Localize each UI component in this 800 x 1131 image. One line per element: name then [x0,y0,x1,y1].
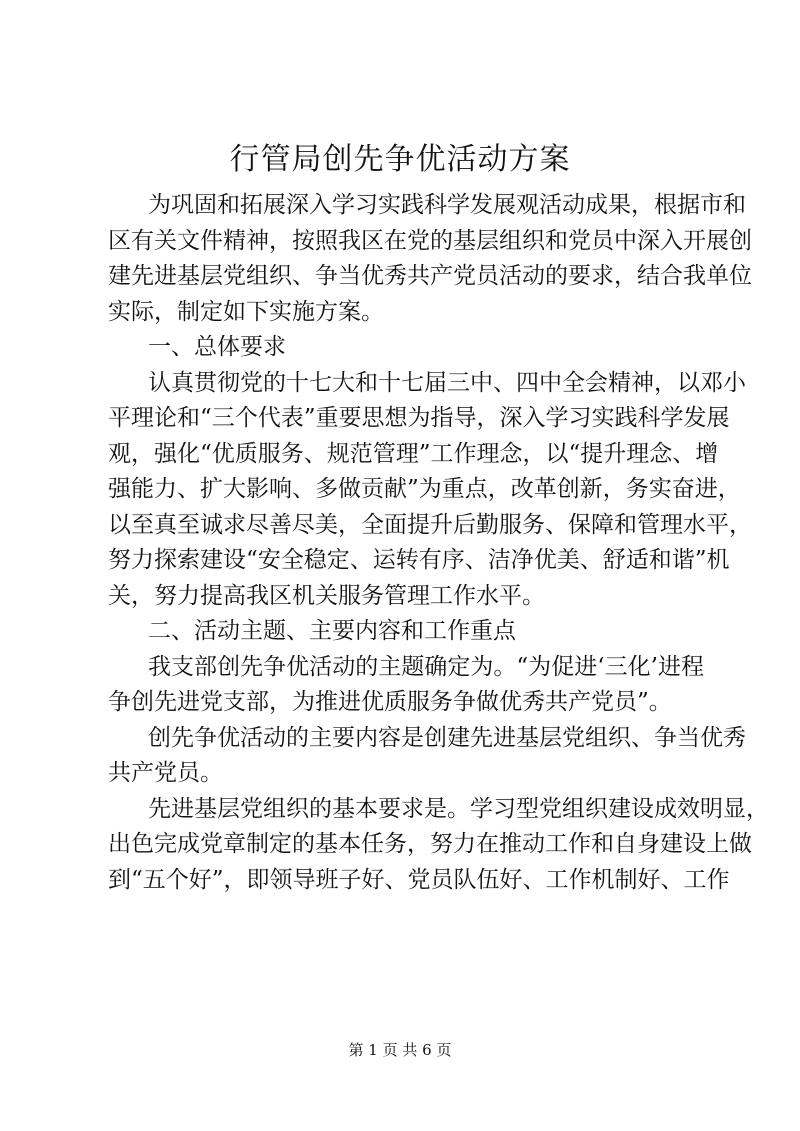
text-line: 共产党员。 [108,760,223,786]
text-line: 争创先进党支部，为推进优质服务争做优秀共产党员”。 [108,689,672,715]
text-line: 平理论和“三个代表”重要思想为指导，深入学习实践科学发展 [108,405,730,431]
document-body [108,188,769,898]
page-footer: 第 1 页 共 6 页 [348,1041,452,1059]
document-title: 行管局创先争优活动方案 [229,142,571,177]
text-line: 到“五个好”，即领导班子好、党员队伍好、工作机制好、工作 [108,866,730,893]
text-line: 关，努力提高我区机关服务管理工作水平。 [108,582,545,609]
text-line: 强能力、扩大影响、多做贡献”为重点，改革创新，务实奋进， [108,476,741,502]
text-line: 先进基层党组织的基本要求是。学习型党组织建设成效明显， [148,795,769,822]
text-line: 创先争优活动的主要内容是创建先进基层党组织、争当优秀 [148,724,746,751]
text-line: 建先进基层党组织、争当优秀共产党员活动的要求，结合我单位 [108,263,752,289]
text-line: 为巩固和拓展深入学习实践科学发展观活动成果，根据市和 [148,192,746,218]
section-heading: 二、活动主题、主要内容和工作重点 [148,618,516,644]
text-line: 认真贯彻党的十七大和十七届三中、四中全会精神，以邓小 [148,369,746,396]
text-line: 出色完成党章制定的基本任务，努力在推动工作和自身建设上做 [108,831,752,857]
text-line: 我支部创先争优活动的主题确定为。“为促进‘三化’进程 [148,653,704,680]
text-line: 实际，制定如下实施方案。 [108,298,384,325]
text-line: 努力探索建设“安全稳定、运转有序、洁净优美、舒适和谐”机 [108,547,730,573]
text-line: 观，强化“优质服务、规范管理”工作理念，以“提升理念、增 [108,440,719,467]
text-line: 区有关文件精神，按照我区在党的基层组织和党员中深入开展创 [108,227,752,254]
section-heading: 一、总体要求 [148,334,286,360]
text-line: 以至真至诚求尽善尽美，全面提升后勤服务、保障和管理水平， [108,511,752,538]
